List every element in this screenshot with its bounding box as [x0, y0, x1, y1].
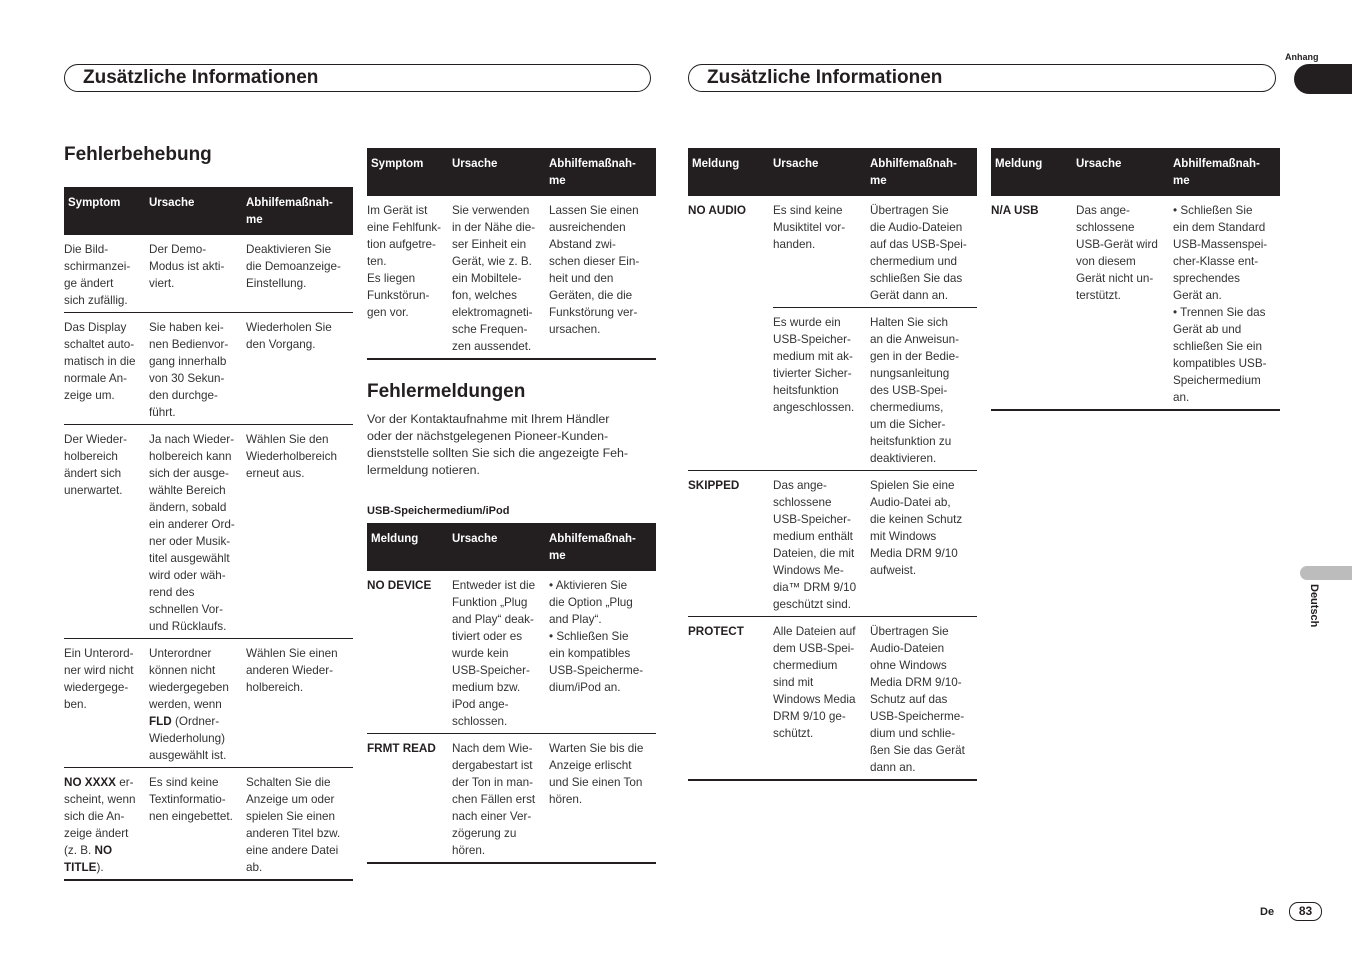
header-cause: Ursache [773, 158, 819, 170]
table-header [367, 148, 656, 196]
message-cell: N/A USB [991, 204, 1039, 217]
header-message: Meldung [692, 158, 740, 170]
usb-error-table-continued-2 [991, 148, 1280, 411]
symptom-bold-term: NO TITLE [64, 844, 113, 874]
symptom-text: ). [96, 861, 104, 874]
left-section-title: Zusätzliche Informationen [83, 67, 319, 88]
header-remedy: Abhilfemaßnah- me [870, 158, 957, 187]
left-section-banner [64, 64, 651, 92]
table-header [991, 148, 1280, 196]
header-cause: Ursache [452, 533, 498, 545]
remedy-cell: • Schließen Sie ein dem Standard USB-Massenspei- cher-Klasse ent- sprechendes Gerät an. • Trennen Sie das Gerät ab und schließen Sie ein kompatibles USB- Speichermedium an. [1173, 204, 1268, 404]
cause-cell: Es wurde ein USB-Speicher- medium mit ak- tivierter Sicher- heitsfunktion angeschlossen. [773, 316, 855, 414]
cause-cell: Es sind keine Textinformatio- nen eingebettet. [149, 776, 233, 823]
side-tab-label: Anhang [1285, 52, 1319, 62]
remedy-cell: Halten Sie sich an die Anweisun- gen in der Bedie- nungsanleitung des USB-Spei- chermediums, um die Sicher- heitsfunktion zu deaktivieren. [870, 316, 960, 465]
message-cell: PROTECT [688, 625, 744, 638]
right-section-banner [688, 64, 1276, 92]
table-row [367, 196, 656, 360]
cause-cell: Sie verwenden in der Nähe die- ser Einheit ein Gerät, wie z. B. ein Mobiltele- fon, welches elektromagneti- sche Frequen- zen aussendet. [452, 204, 536, 353]
remedy-cell: Spielen Sie eine Audio-Datei ab, die keinen Schutz mit Windows Media DRM 9/10 aufweist. [870, 479, 963, 577]
header-cause: Ursache [149, 197, 195, 209]
language-tab-marker [1300, 566, 1352, 580]
page-number: 83 [1289, 902, 1322, 921]
table-subrow [773, 308, 977, 470]
table-row [367, 571, 656, 734]
sub-rows [773, 196, 977, 470]
header-symptom: Symptom [371, 158, 424, 170]
message-cell: NO DEVICE [367, 579, 432, 592]
chapter-tab-marker [1294, 64, 1352, 94]
cause-cell: Entweder ist die Funktion „Plug and Play“ deak- tiviert oder es wurde kein USB-Speicher- medium bzw. iPod ange- schlossen. [452, 579, 536, 728]
table-row [688, 196, 977, 471]
usb-error-table [367, 523, 656, 864]
symptom-cell: Das Display schaltet auto- matisch in die normale An- zeige um. [64, 321, 136, 402]
header-message: Meldung [371, 533, 419, 545]
header-symptom: Symptom [68, 197, 121, 209]
usb-ipod-subheading: USB-Speichermedium/iPod [367, 505, 510, 517]
header-message: Meldung [995, 158, 1043, 170]
remedy-cell: Übertragen Sie die Audio-Dateien auf das USB-Spei- chermedium und schließen Sie das Gerät dann an. [870, 204, 967, 302]
cause-cell: Es sind keine Musiktitel vor- handen. [773, 204, 846, 251]
table-row [688, 471, 977, 617]
symptom-cell: Die Bild- schirmanzei- ge ändert sich zufällig. [64, 243, 131, 307]
cause-cell: Alle Dateien auf dem USB-Spei- chermedium sind mit Windows Media DRM 9/10 ge- schützt. [773, 625, 856, 740]
cause-cell: Ja nach Wieder- holbereich kann sich der ausge- wählte Bereich ändern, sobald ein anderer Ord- ner oder Musik- titel ausgewählt wird oder wäh- rend des schnellen Vor- und Rücklaufs. [149, 433, 235, 633]
table-row [64, 235, 353, 313]
remedy-cell: • Aktivieren Sie die Option „Plug and Play“. • Schließen Sie ein kompatibles USB-Speicherme- dium/iPod an. [549, 579, 644, 694]
cause-text: (Ordner- Wiederholung) ausgewählt ist. [149, 715, 227, 762]
troubleshooting-heading: Fehlerbehebung [64, 144, 212, 165]
remedy-cell: Deaktivieren Sie die Demoanzeige- Einstellung. [246, 243, 341, 290]
table-row [64, 768, 353, 881]
symptom-bold-term: NO XXXX [64, 776, 116, 789]
symptom-cell: Der Wieder- holbereich ändert sich unerwartet. [64, 433, 127, 497]
cause-cell: Sie haben kei- nen Bedienvor- gang innerhalb von 30 Sekun- den durchge- führt. [149, 321, 229, 419]
header-remedy: Abhilfemaßnah- me [549, 158, 636, 187]
header-remedy: Abhilfemaßnah- me [1173, 158, 1260, 187]
error-messages-intro: Vor der Kontaktaufnahme mit Ihrem Händler oder der nächstgelegenen Pioneer-Kunden- dienststelle sollten Sie sich die angezeigte Feh- lermeldung notieren. [367, 412, 629, 477]
remedy-cell: Schalten Sie die Anzeige um oder spielen Sie einen anderen Titel bzw. eine andere Datei ab. [246, 776, 341, 874]
table-header [688, 148, 977, 196]
message-cell: NO AUDIO [688, 204, 747, 217]
cause-cell: Der Demo- Modus ist akti- viert. [149, 243, 225, 290]
error-messages-heading: Fehlermeldungen [367, 381, 526, 402]
table-row [688, 617, 977, 781]
remedy-cell: Wiederholen Sie den Vorgang. [246, 321, 332, 351]
header-remedy: Abhilfemaßnah- me [246, 197, 333, 226]
cause-cell: Nach dem Wie- dergabestart ist der Ton in man- chen Fällen erst nach einer Ver- zögerung zu hören. [452, 742, 536, 857]
usb-error-table-continued [688, 148, 977, 781]
cause-bold-term: FLD [149, 715, 172, 728]
table-row [64, 639, 353, 768]
cause-cell: Das ange- schlossene USB-Speicher- medium enthält Dateien, die mit Windows Me- dia™ DRM 9/10 geschützt sind. [773, 479, 857, 611]
cause-text: Unterordner können nicht wiedergegeben werden, wenn [149, 647, 229, 711]
table-header [64, 187, 353, 235]
table-row [991, 196, 1280, 411]
troubleshooting-table-continued [367, 148, 656, 360]
remedy-cell: Wählen Sie einen anderen Wieder- holbereich. [246, 647, 338, 694]
remedy-cell: Lassen Sie einen ausreichenden Abstand zwi- schen dieser Ein- heit und den Geräten, die die Funkstörung ver- ursachen. [549, 204, 640, 336]
table-subrow [773, 196, 977, 308]
troubleshooting-table [64, 187, 353, 881]
table-row [367, 734, 656, 864]
header-cause: Ursache [452, 158, 498, 170]
header-remedy: Abhilfemaßnah- me [549, 533, 636, 562]
message-cell: SKIPPED [688, 479, 740, 492]
table-row [64, 425, 353, 639]
remedy-cell: Wählen Sie den Wiederholbereich erneut aus. [246, 433, 337, 480]
right-section-title: Zusätzliche Informationen [707, 67, 943, 88]
remedy-cell: Übertragen Sie Audio-Dateien ohne Windows Media DRM 9/10- Schutz auf das USB-Speicherme- dium und schlie- ßen Sie das Gerät dann an. [870, 625, 965, 774]
table-header [367, 523, 656, 571]
cause-cell [149, 645, 246, 764]
symptom-cell: Ein Unterord- ner wird nicht wiedergege- ben. [64, 647, 134, 711]
table-row [64, 313, 353, 425]
footer-language-code: De [1260, 906, 1275, 918]
language-tab-label: Deutsch [1308, 584, 1320, 628]
symptom-text: er- scheint, wenn sich die An- zeige ändert (z. B. [64, 776, 136, 857]
symptom-cell [64, 774, 149, 876]
remedy-cell: Warten Sie bis die Anzeige erlischt und Sie einen Ton hören. [549, 742, 644, 806]
cause-cell: Das ange- schlossene USB-Gerät wird von diesem Gerät nicht un- terstützt. [1076, 204, 1158, 302]
symptom-cell: Im Gerät ist eine Fehlfunk- tion aufgetre- ten. Es liegen Funkstörun- gen vor. [367, 204, 442, 319]
message-cell: FRMT READ [367, 742, 436, 755]
header-cause: Ursache [1076, 158, 1122, 170]
